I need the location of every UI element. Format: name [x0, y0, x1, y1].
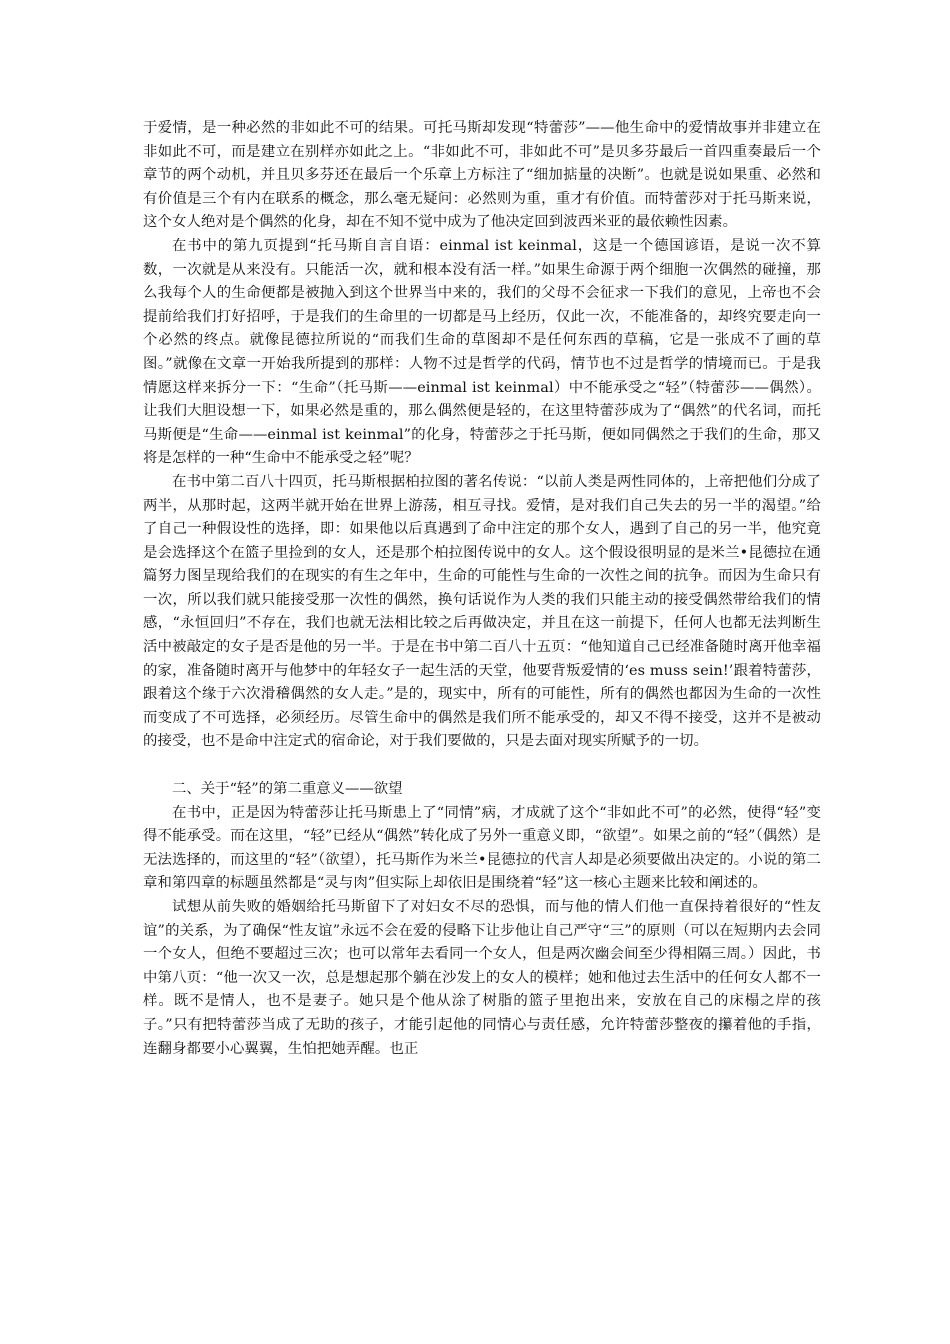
section-spacer: [143, 754, 821, 778]
paragraph-desire: 在书中，正是因为特蕾莎让托马斯患上了“同情”病，才成就了这个“非如此不可”的必然，使得“轻”变得不能承受。而在这里，“轻”已经从“偶然”转化成了另外一重意义即，“欲望”。如果之前的“轻”（偶然）是无法选择的，而这里的“轻”（欲望），托马斯作为米兰•昆德拉的代言人却是必须要做出决定的。小说的第二章和第四章的标题虽然都是“灵与肉”但实际上却依旧是围绕着“轻”这一核心主题来比较和阐述的。: [143, 804, 821, 892]
paragraph-einmal-ist-keinmal: 在书中的第九页提到“托马斯自言自语：einmal ist keinmal，这是一个德国谚语，是说一次不算数，一次就是从来没有。只能活一次，就和根本没有活一样。”如果生命源于两个细胞一次偶然的碰撞，那么我每个人的生命便都是被抛入到这个世界当中来的，我们的父母不会征求一下我们的意见，上帝也不会提前给我们打好招呼，于是我们的生命里的一切都是马上经历，仅此一次，不能准备的，却终究要走向一个必然的终点。就像昆德拉所说的“而我们生命的草图却不是任何东西的草稿，它是一张成不了画的草图。”就像在文章一开始我所提到的那样：人物不过是哲学的代码，情节也不过是哲学的情境而已。于是我情愿这样来拆分一下：“生命”（托马斯——einmal ist keinmal）中不能承受之“轻”（特蕾莎——偶然）。让我们大胆设想一下，如果必然是重的，那么偶然便是轻的，在这里特蕾莎成为了“偶然”的代名词，而托马斯便是“生命——einmal ist keinmal”的化身，特蕾莎之于托马斯，便如同偶然之于我们的生命，那又将是怎样的一种“生命中不能承受之轻”呢？: [143, 237, 821, 467]
paragraph-continuation: 于爱情，是一种必然的非如此不可的结果。可托马斯却发现“特蕾莎”——他生命中的爱情故事并非建立在非如此不可，而是建立在别样亦如此之上。“非如此不可，非如此不可”是贝多芬最后一首四重奏最后一个章节的两个动机，并且贝多芬还在最后一个乐章上方标注了“细加掂量的决断”。也就是说如果重、必然和有价值是三个有内在联系的概念，那么毫无疑问：必然则为重，重才有价值。而特蕾莎对于托马斯来说，这个女人绝对是个偶然的化身，却在不知不觉中成为了他决定回到波西米亚的最依赖性因素。: [143, 120, 821, 231]
document-page: [143, 117, 821, 1061]
section-heading: 二、关于“轻”的第二重意义——欲望: [172, 781, 403, 798]
paragraph-sexual-friendship: 试想从前失败的婚姻给托马斯留下了对妇女不尽的恐惧，而与他的情人们他一直保持着很好的“性友谊”的关系，为了确保“性友谊”永远不会在爱的侵略下让步他让自己严守“三”的原则（可以在短期内去会同一个女人，但绝不要超过三次；也可以常年去看同一个女人，但是两次幽会间至少得相隔三周。）因此，书中第八页：“他一次又一次，总是想起那个躺在沙发上的女人的模样；她和他过去生活中的任何女人都不一样。既不是情人，也不是妻子。她只是个他从涂了树脂的篮子里抱出来，安放在自己的床榻之岸的孩子。”只有把特蕾莎当成了无助的孩子，才能引起他的同情心与责任感，允许特蕾莎整夜的攥着他的手指，连翻身都要小心翼翼，生怕把她弄醒。也正: [143, 899, 821, 1057]
paragraph-plato-legend: 在书中第二百八十四页，托马斯根据柏拉图的著名传说：“以前人类是两性同体的，上帝把他们分成了两半，从那时起，这两半就开始在世界上游荡，相互寻找。爱情，是对我们自己失去的另一半的渴望。”给了自己一种假设性的选择，即：如果他以后真遇到了命中注定的那个女人，遇到了自己的另一半，他究竟是会选择这个在篮子里捡到的女人，还是那个柏拉图传说中的女人。这个假设很明显的是米兰•昆德拉在通篇努力图呈现给我们的在现实的有生之年中，生命的可能性与生命的一次性之间的抗争。而因为生命只有一次，所以我们就只能接受那一次性的偶然，换句话说作为人类的我们只能主动的接受偶然带给我们的情感，“永恒回归”不存在，我们也就无法相比较之后再做决定，并且在这一前提下，任何人也都无法判断生活中被敲定的女子是否是他的另一半。于是在书中第二百八十五页：“他知道自己已经准备随时离开他幸福的家，准备随时离开与他梦中的年轻女子一起生活的天堂，他要背叛爱情的‘es muss sein!’跟着特蕾莎，跟着这个缘于六次滑稽偶然的女人走。”是的，现实中，所有的可能性，所有的偶然也都因为生命的一次性而变成了不可选择，必须经历。尽管生命中的偶然是我们所不能承受的，却又不得不接受，这并不是被动的接受，也不是命中注定式的宿命论，对于我们要做的，只是去面对现实所赋予的一切。: [143, 473, 821, 750]
